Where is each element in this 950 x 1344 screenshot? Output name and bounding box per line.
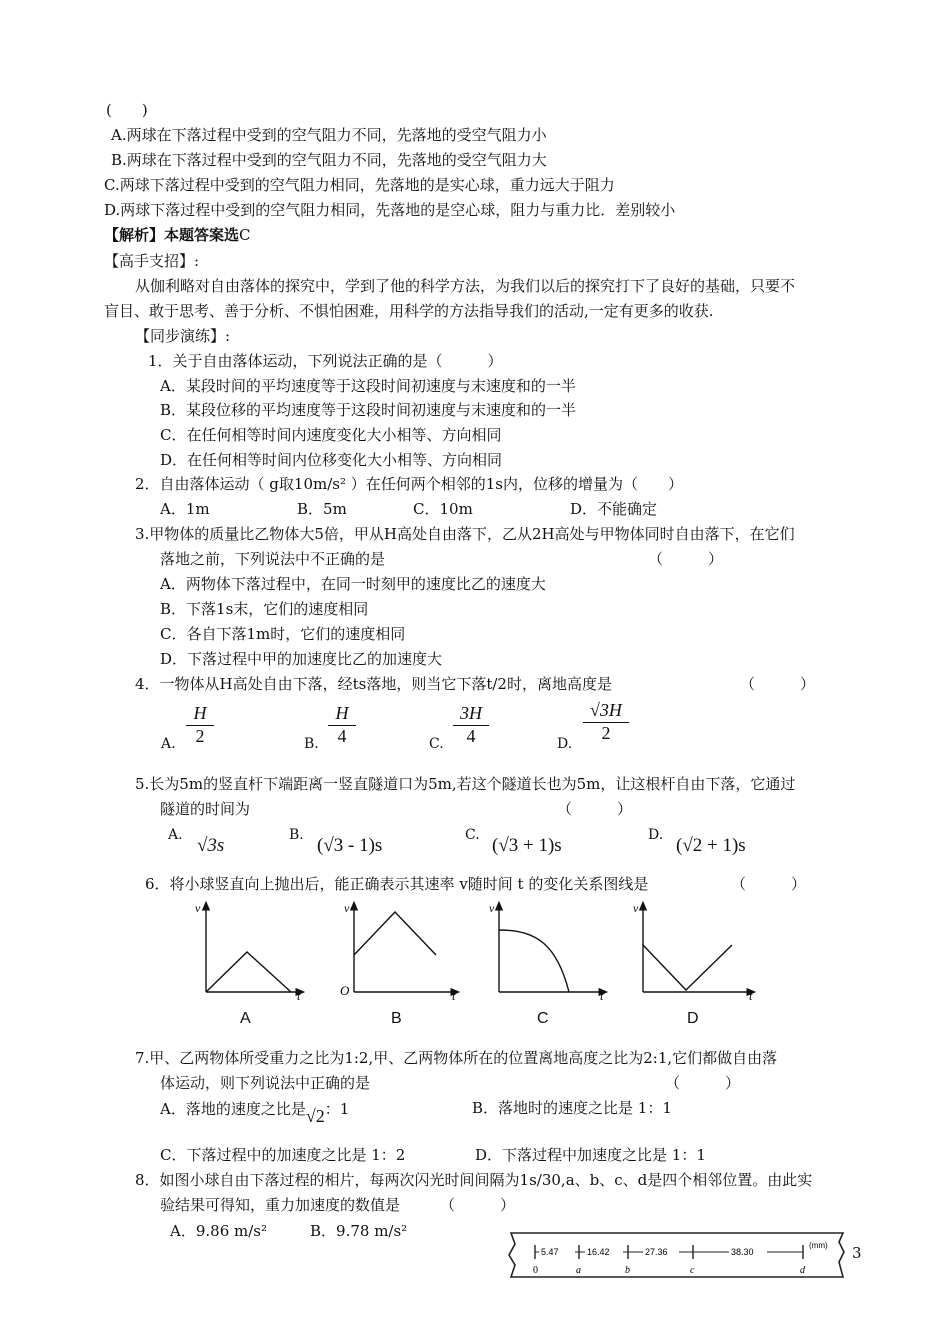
q5-stem-1: 5.长为5m的竖直杆下端距离一竖直隧道口为5m,若这个隧道长也为5m，让这根杆自由下落，它通过 (135, 775, 796, 793)
graph-a-caption: A (240, 1010, 251, 1027)
q5-stem-2: 隧道的时间为 (160, 800, 251, 818)
q4-option-a-fraction (186, 703, 214, 747)
ruler-point-0: 0 (533, 1265, 538, 1276)
q6-graph-d (632, 900, 762, 1000)
graph-c-curve (499, 930, 569, 992)
q8-option-a: A．9.86 m/s² (170, 1222, 267, 1240)
answer-text: 【解析】本题答案选 (104, 226, 240, 244)
graph-a-curve (206, 952, 291, 992)
q6-stem: 6．将小球竖直向上抛出后，能正确表示其速率 v随时间 t 的变化关系图线是 (145, 875, 649, 893)
tips-para-1: 从伽利略对自由落体的探究中，学到了他的科学方法，为我们以后的探究打下了良好的基础，只要不 (135, 277, 796, 295)
q5-option-d-value: (√2 + 1)s (676, 835, 746, 856)
intro-paren: ( ) (106, 101, 148, 119)
answer-letter: C (239, 226, 251, 244)
q1-stem: 1．关于自由落体运动，下列说法正确的是（ ） (148, 352, 503, 370)
ruler-segment-1: 5.47 (541, 1247, 559, 1257)
q5-option-a-label: A. (168, 827, 183, 843)
q4-a-denominator: 2 (195, 726, 205, 746)
graph-a-t-label: t (297, 989, 301, 1000)
q4-d-numerator: √3H (583, 700, 629, 723)
graph-d-v-label: v (633, 901, 639, 915)
q6-graph-c (487, 900, 612, 1000)
q8-option-b: B．9.78 m/s² (310, 1222, 408, 1240)
q5-option-a-value: √3s (197, 835, 225, 856)
q2-option-a: A．1m (160, 500, 210, 518)
q1-option-b: B．某段位移的平均速度等于这段时间初速度与末速度和的一半 (160, 401, 577, 419)
graph-c-v-label: v (489, 901, 495, 915)
q7-paren: （ ） (665, 1074, 741, 1092)
q1-option-d: D．在任何相等时间内位移变化大小相等、方向相同 (160, 451, 503, 469)
q6-paren: （ ） (731, 875, 807, 893)
q7-option-a-text: A．落地的速度之比是 (160, 1100, 306, 1118)
q5-paren: （ ） (557, 800, 633, 818)
q7-stem-2: 体运动，则下列说法中正确的是 (160, 1074, 371, 1092)
ruler-segment-3: 27.36 (645, 1247, 668, 1257)
graph-b-v-label: v (344, 901, 350, 915)
q3-paren: （ ） (648, 550, 724, 568)
ruler-point-d: d (800, 1265, 805, 1276)
flash-photo-ruler (503, 1230, 848, 1280)
q4-b-numerator: H (328, 703, 356, 726)
q2-stem: 2．自由落体运动（ g取10m/s² ）在任何两个相邻的1s内，位移的增量为（ ） (135, 475, 684, 493)
q4-option-d-fraction (583, 700, 629, 744)
q4-stem: 4．一物体从H高处自由下落，经ts落地，则当它下落t/2时，离地高度是 (135, 675, 612, 693)
ruler-point-b: b (625, 1265, 630, 1276)
q1-option-c: C．在任何相等时间内速度变化大小相等、方向相同 (160, 426, 502, 444)
graph-b-curve (354, 912, 436, 955)
q4-paren: （ ） (740, 675, 816, 693)
q4-a-numerator: H (186, 703, 214, 726)
q2-option-c: C．10m (413, 500, 473, 518)
q3-option-b: B．下落1s末，它们的速度相同 (160, 600, 369, 618)
graph-d-curve (643, 945, 732, 990)
q5-option-b-value: (√3 - 1)s (317, 835, 383, 856)
graph-b-t-label: t (452, 989, 456, 1000)
answer-line (104, 225, 251, 245)
q7-option-a-ratio: ：1 (324, 1100, 350, 1118)
q8-paren: （ ） (440, 1196, 516, 1214)
q7-option-d: D．下落过程中加速度之比是 1：1 (475, 1146, 706, 1164)
intro-option-d: D.两球下落过程中受到的空气阻力相同，先落地的是空心球，阻力与重力比．差别较小 (104, 201, 676, 219)
q5-option-d-label: D. (648, 827, 664, 843)
ruler-unit: (mm) (809, 1241, 828, 1250)
ruler-point-a: a (576, 1265, 581, 1276)
intro-option-a: A.两球在下落过程中受到的空气阻力不同，先落地的受空气阻力小 (111, 126, 547, 144)
tips-para-2: 盲目、敢于思考、善于分析、不惧怕困难，用科学的方法指导我们的活动,一定有更多的收获. (104, 302, 714, 320)
q8-stem-2: 验结果可得知，重力加速度的数值是 (160, 1196, 401, 1214)
q4-d-denominator: 2 (601, 723, 611, 743)
q2-option-b: B．5m (297, 500, 347, 518)
graph-c-t-label: t (600, 989, 604, 1000)
q3-option-c: C．各自下落1m时，它们的速度相同 (160, 625, 406, 643)
q6-graph-a (185, 900, 310, 1000)
q4-c-numerator: 3H (453, 703, 489, 726)
graph-a-v-label: v (195, 901, 201, 915)
page-number: 3 (852, 1244, 862, 1262)
graph-c-caption: C (537, 1010, 549, 1027)
graph-d-caption: D (687, 1010, 699, 1027)
q5-option-c-value: (√3 + 1)s (492, 835, 562, 856)
q6-graph-b (336, 900, 461, 1000)
graph-d-t-label: t (749, 989, 753, 1000)
q8-stem-1: 8．如图小球自由下落过程的相片，每两次闪光时间间隔为1s/30,a、b、c、d是四个相邻位置。由此实 (135, 1171, 813, 1189)
q5-option-c-label: C. (465, 827, 480, 843)
ruler-point-c: c (690, 1265, 695, 1276)
q5-option-b-label: B. (289, 827, 304, 843)
q7-stem-1: 7.甲、乙两物体所受重力之比为1:2,甲、乙两物体所在的位置离地高度之比为2:1,它们都做自由落 (135, 1049, 778, 1067)
graph-b-caption: B (391, 1010, 402, 1027)
q3-stem-2: 落地之前，下列说法中不正确的是 (160, 550, 386, 568)
graph-b-origin-label: O (340, 983, 350, 998)
q4-b-denominator: 4 (337, 726, 347, 746)
tips-heading: 【高手支招】: (104, 252, 200, 270)
ruler-segment-4: 38.30 (731, 1247, 754, 1257)
q7-option-b: B．落地时的速度之比是 1：1 (472, 1099, 672, 1117)
intro-option-b: B.两球在下落过程中受到的空气阻力不同，先落地的受空气阻力大 (111, 151, 547, 169)
intro-option-c: C.两球下落过程中受到的空气阻力相同，先落地的是实心球，重力远大于阻力 (104, 176, 615, 194)
q1-option-a: A．某段时间的平均速度等于这段时间初速度与末速度和的一半 (160, 377, 576, 395)
q7-option-c: C．下落过程中的加速度之比是 1：2 (160, 1146, 406, 1164)
practice-heading: 【同步演练】: (135, 327, 231, 345)
q2-option-d: D．不能确定 (570, 500, 658, 518)
q4-option-d-label: D. (557, 736, 573, 752)
q4-option-c-fraction (453, 703, 489, 747)
q4-option-b-label: B. (304, 736, 319, 752)
q3-option-a: A．两物体下落过程中，在同一时刻甲的速度比乙的速度大 (160, 575, 546, 593)
q4-option-b-fraction (328, 703, 356, 747)
q4-option-c-label: C. (429, 736, 444, 752)
q7-option-a (160, 1098, 350, 1126)
q3-stem-1: 3.甲物体的质量比乙物体大5倍，甲从H高处自由落下，乙从2H高处与甲物体同时自由落下，在它们 (135, 525, 795, 543)
q4-option-a-label: A. (161, 736, 176, 752)
q7-option-a-root: √2 (305, 1106, 325, 1126)
q4-c-denominator: 4 (466, 726, 476, 746)
ruler-segment-2: 16.42 (587, 1247, 610, 1257)
q3-option-d: D．下落过程中甲的加速度比乙的加速度大 (160, 650, 443, 668)
